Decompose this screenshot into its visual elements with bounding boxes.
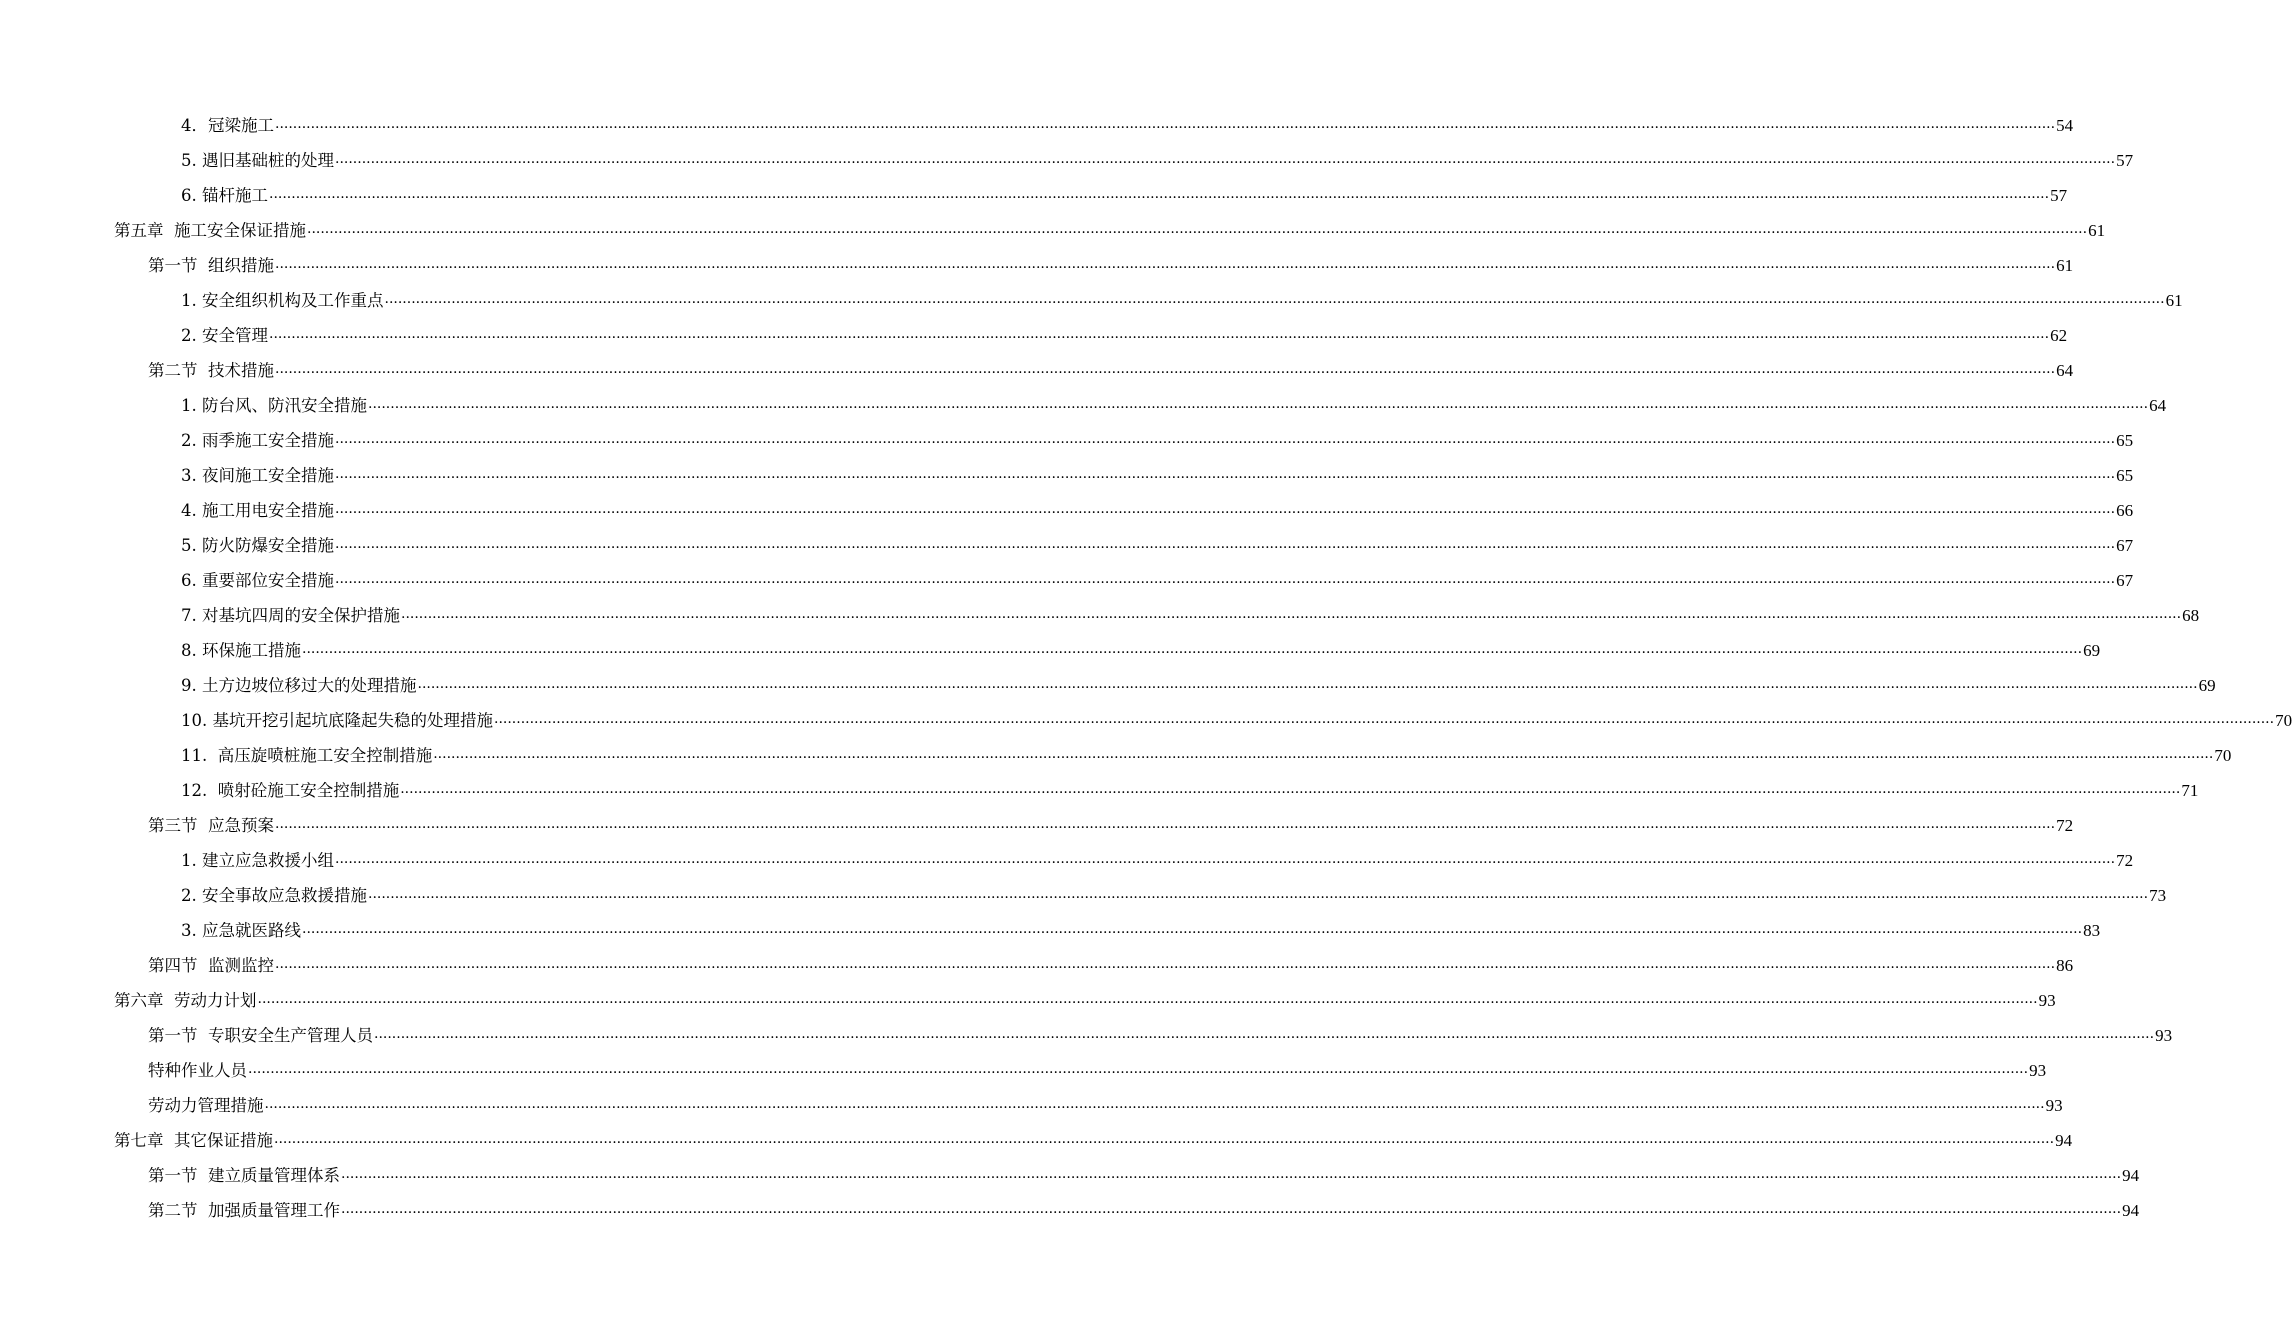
- toc-page-number: 72: [2116, 851, 2134, 870]
- toc-entry-title: 1. 安全组织机构及工作重点: [181, 291, 384, 310]
- toc-dot-leader: ................................................................................................................................................................................................................................................................................................................................................................................................................: [264, 1096, 2045, 1112]
- toc-dot-leader: ................................................................................................................................................................................................................................................................................................................................................................................................................: [335, 431, 2116, 447]
- toc-entry-title: 7. 对基坑四周的安全保护措施: [181, 606, 400, 625]
- toc-dot-leader: ................................................................................................................................................................................................................................................................................................................................................................................................................: [417, 676, 2198, 692]
- toc-page-number: 57: [2116, 151, 2134, 170]
- toc-entry[interactable]: [0, 878, 2167, 913]
- toc-entry-title: 特种作业人员: [148, 1061, 247, 1080]
- toc-page-number: 71: [2181, 781, 2199, 800]
- toc-entry-title: 2. 安全事故应急救援措施: [181, 886, 367, 905]
- toc-page-number: 93: [2045, 1096, 2063, 1115]
- toc-page-number: 93: [2155, 1026, 2173, 1045]
- toc-entry[interactable]: [0, 773, 2199, 808]
- toc-entry[interactable]: [0, 108, 2074, 143]
- toc-dot-leader: ................................................................................................................................................................................................................................................................................................................................................................................................................: [257, 991, 2038, 1007]
- toc-entry-title: 第五章 施工安全保证措施: [114, 221, 306, 240]
- toc-entry[interactable]: [0, 1018, 2173, 1053]
- toc-page-number: 66: [2116, 501, 2134, 520]
- toc-entry[interactable]: [0, 248, 2074, 283]
- toc-entry[interactable]: [0, 493, 2134, 528]
- toc-dot-leader: ................................................................................................................................................................................................................................................................................................................................................................................................................: [275, 361, 2056, 377]
- table-of-contents: [0, 108, 2292, 1228]
- toc-entry-title: 1. 建立应急救援小组: [181, 851, 334, 870]
- toc-entry-title: 第七章 其它保证措施: [114, 1131, 273, 1150]
- toc-entry-title: 5. 遇旧基础桩的处理: [181, 151, 334, 170]
- toc-entry-title: 劳动力管理措施: [148, 1096, 264, 1115]
- toc-page-number: 83: [2083, 921, 2101, 940]
- toc-entry[interactable]: [0, 178, 2068, 213]
- toc-entry-title: 1. 防台风、防汛安全措施: [181, 396, 367, 415]
- toc-dot-leader: ................................................................................................................................................................................................................................................................................................................................................................................................................: [335, 151, 2116, 167]
- toc-dot-leader: ................................................................................................................................................................................................................................................................................................................................................................................................................: [384, 291, 2165, 307]
- toc-page-number: 69: [2083, 641, 2101, 660]
- toc-entry[interactable]: [0, 1193, 2140, 1228]
- toc-dot-leader: ................................................................................................................................................................................................................................................................................................................................................................................................................: [494, 711, 2275, 727]
- toc-entry[interactable]: [0, 703, 2292, 738]
- toc-entry[interactable]: [0, 353, 2074, 388]
- toc-dot-leader: ................................................................................................................................................................................................................................................................................................................................................................................................................: [341, 1166, 2122, 1182]
- toc-entry-title: 12. 喷射砼施工安全控制措施: [181, 781, 400, 800]
- toc-page-number: 69: [2198, 676, 2216, 695]
- toc-dot-leader: ................................................................................................................................................................................................................................................................................................................................................................................................................: [335, 501, 2116, 517]
- toc-entry[interactable]: [0, 143, 2134, 178]
- toc-entry-title: 第六章 劳动力计划: [114, 991, 257, 1010]
- toc-entry-title: 第一节 组织措施: [148, 256, 274, 275]
- toc-dot-leader: ................................................................................................................................................................................................................................................................................................................................................................................................................: [368, 396, 2149, 412]
- toc-entry[interactable]: [0, 913, 2101, 948]
- toc-page-number: 61: [2088, 221, 2106, 240]
- toc-page-number: 61: [2056, 256, 2074, 275]
- toc-entry[interactable]: [0, 458, 2134, 493]
- toc-entry[interactable]: [0, 1123, 2073, 1158]
- toc-page-number: 54: [2056, 116, 2074, 135]
- toc-page-number: 86: [2056, 956, 2074, 975]
- toc-entry[interactable]: [0, 633, 2101, 668]
- toc-entry-title: 4. 施工用电安全措施: [181, 501, 334, 520]
- toc-dot-leader: ................................................................................................................................................................................................................................................................................................................................................................................................................: [302, 641, 2083, 657]
- toc-dot-leader: ................................................................................................................................................................................................................................................................................................................................................................................................................: [302, 921, 2083, 937]
- toc-entry-title: 3. 应急就医路线: [181, 921, 301, 940]
- toc-page-number: 61: [2165, 291, 2183, 310]
- toc-entry-title: 2. 雨季施工安全措施: [181, 431, 334, 450]
- toc-entry-title: 2. 安全管理: [181, 326, 268, 345]
- toc-page-number: 73: [2149, 886, 2167, 905]
- toc-page-number: 65: [2116, 466, 2134, 485]
- toc-dot-leader: ................................................................................................................................................................................................................................................................................................................................................................................................................: [401, 606, 2182, 622]
- toc-entry[interactable]: [0, 1158, 2140, 1193]
- toc-entry-title: 第三节 应急预案: [148, 816, 274, 835]
- toc-entry[interactable]: [0, 388, 2167, 423]
- toc-entry-title: 第一节 建立质量管理体系: [148, 1166, 340, 1185]
- toc-page-number: 94: [2122, 1166, 2140, 1185]
- toc-entry[interactable]: [0, 528, 2134, 563]
- toc-dot-leader: ................................................................................................................................................................................................................................................................................................................................................................................................................: [307, 221, 2088, 237]
- toc-entry[interactable]: [0, 983, 2056, 1018]
- toc-dot-leader: ................................................................................................................................................................................................................................................................................................................................................................................................................: [400, 781, 2181, 797]
- toc-entry[interactable]: [0, 738, 2232, 773]
- toc-page-number: 57: [2050, 186, 2068, 205]
- toc-dot-leader: ................................................................................................................................................................................................................................................................................................................................................................................................................: [341, 1201, 2122, 1217]
- toc-entry-title: 3. 夜间施工安全措施: [181, 466, 334, 485]
- toc-page-number: 64: [2056, 361, 2074, 380]
- toc-entry-title: 6. 锚杆施工: [181, 186, 268, 205]
- toc-page-number: 94: [2055, 1131, 2073, 1150]
- toc-dot-leader: ................................................................................................................................................................................................................................................................................................................................................................................................................: [368, 886, 2149, 902]
- toc-entry[interactable]: [0, 283, 2183, 318]
- toc-dot-leader: ................................................................................................................................................................................................................................................................................................................................................................................................................: [433, 746, 2214, 762]
- toc-page-number: 70: [2214, 746, 2232, 765]
- toc-dot-leader: ................................................................................................................................................................................................................................................................................................................................................................................................................: [275, 956, 2056, 972]
- toc-entry[interactable]: [0, 948, 2074, 983]
- toc-entry[interactable]: [0, 1088, 2063, 1123]
- toc-dot-leader: ................................................................................................................................................................................................................................................................................................................................................................................................................: [275, 816, 2056, 832]
- toc-entry-title: 9. 土方边坡位移过大的处理措施: [181, 676, 417, 695]
- toc-page-number: 67: [2116, 536, 2134, 555]
- toc-page-number: 93: [2038, 991, 2056, 1010]
- toc-entry[interactable]: [0, 318, 2068, 353]
- toc-page-number: 65: [2116, 431, 2134, 450]
- toc-page-number: 72: [2056, 816, 2074, 835]
- toc-entry-title: 第二节 加强质量管理工作: [148, 1201, 340, 1220]
- toc-page-number: 93: [2029, 1061, 2047, 1080]
- toc-entry-title: 10. 基坑开挖引起坑底隆起失稳的处理措施: [181, 711, 493, 730]
- toc-page-number: 70: [2275, 711, 2292, 730]
- toc-entry-title: 11. 高压旋喷桩施工安全控制措施: [181, 746, 433, 765]
- toc-page-number: 94: [2122, 1201, 2140, 1220]
- toc-dot-leader: ................................................................................................................................................................................................................................................................................................................................................................................................................: [335, 466, 2116, 482]
- toc-dot-leader: ................................................................................................................................................................................................................................................................................................................................................................................................................: [248, 1061, 2029, 1077]
- toc-entry-title: 第一节 专职安全生产管理人员: [148, 1026, 373, 1045]
- toc-entry[interactable]: [0, 423, 2134, 458]
- toc-entry[interactable]: [0, 843, 2134, 878]
- toc-entry-title: 6. 重要部位安全措施: [181, 571, 334, 590]
- toc-dot-leader: ................................................................................................................................................................................................................................................................................................................................................................................................................: [335, 851, 2116, 867]
- toc-entry-title: 4．冠梁施工: [181, 116, 274, 135]
- toc-dot-leader: ................................................................................................................................................................................................................................................................................................................................................................................................................: [269, 186, 2050, 202]
- toc-entry[interactable]: [0, 668, 2216, 703]
- toc-dot-leader: ................................................................................................................................................................................................................................................................................................................................................................................................................: [335, 536, 2116, 552]
- toc-dot-leader: ................................................................................................................................................................................................................................................................................................................................................................................................................: [374, 1026, 2155, 1042]
- toc-entry[interactable]: [0, 563, 2134, 598]
- toc-entry[interactable]: [0, 598, 2200, 633]
- toc-dot-leader: ................................................................................................................................................................................................................................................................................................................................................................................................................: [274, 1131, 2055, 1147]
- toc-dot-leader: ................................................................................................................................................................................................................................................................................................................................................................................................................: [275, 116, 2056, 132]
- toc-page-number: 67: [2116, 571, 2134, 590]
- toc-page-number: 62: [2050, 326, 2068, 345]
- toc-entry-title: 第四节 监测监控: [148, 956, 274, 975]
- toc-page-number: 68: [2182, 606, 2200, 625]
- toc-entry[interactable]: [0, 808, 2074, 843]
- toc-entry[interactable]: [0, 213, 2106, 248]
- toc-entry-title: 第二节 技术措施: [148, 361, 274, 380]
- toc-entry-title: 8. 环保施工措施: [181, 641, 301, 660]
- toc-dot-leader: ................................................................................................................................................................................................................................................................................................................................................................................................................: [269, 326, 2050, 342]
- toc-dot-leader: ................................................................................................................................................................................................................................................................................................................................................................................................................: [335, 571, 2116, 587]
- toc-page-number: 64: [2149, 396, 2167, 415]
- toc-entry[interactable]: [0, 1053, 2047, 1088]
- toc-entry-title: 5. 防火防爆安全措施: [181, 536, 334, 555]
- toc-dot-leader: ................................................................................................................................................................................................................................................................................................................................................................................................................: [275, 256, 2056, 272]
